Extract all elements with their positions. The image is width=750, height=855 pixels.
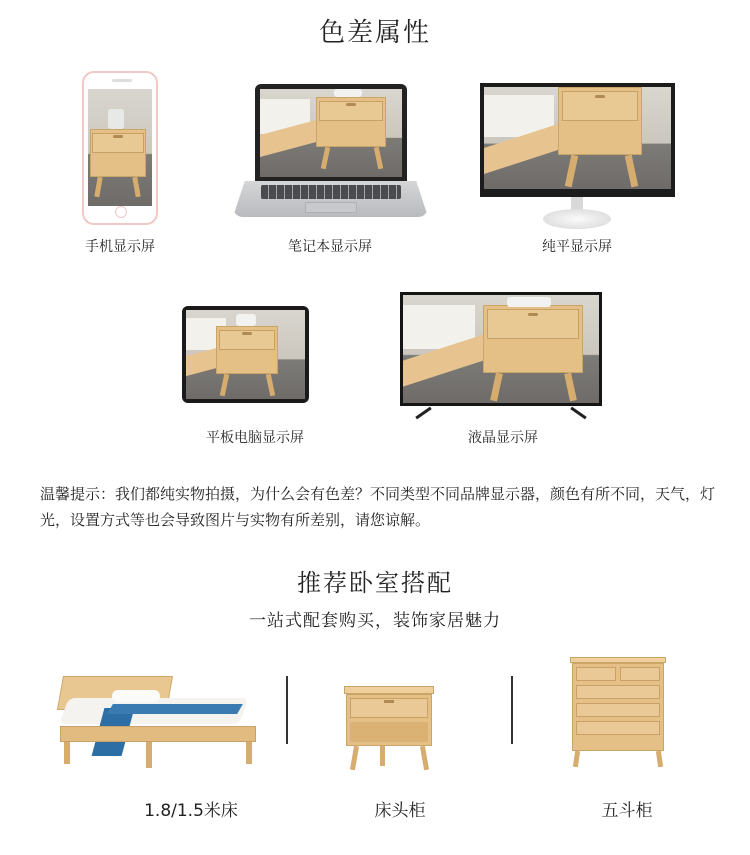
- bed-blanket-top-image: [107, 704, 243, 714]
- phone-camera: [112, 79, 132, 82]
- phone-display-image: [82, 71, 158, 225]
- section-title-color-difference: 色差属性: [318, 18, 431, 48]
- nightstand-top-image: [344, 686, 434, 694]
- knob-image: [113, 135, 123, 138]
- product-divider-2: [511, 676, 513, 744]
- monitor-stand: [543, 209, 611, 229]
- chest-drawer-image: [576, 721, 660, 735]
- nightstand-leg-image: [380, 746, 385, 766]
- device-label-tablet: 平板电脑显示屏: [206, 430, 304, 446]
- phone-home-button: [115, 206, 127, 218]
- laptop-display-image: [255, 84, 407, 181]
- leg-image: [132, 177, 140, 198]
- knob-image: [528, 313, 538, 316]
- phone-screen-scene: [88, 89, 152, 206]
- chest-drawer-image: [576, 703, 660, 717]
- warm-tip-notice: 温馨提示：我们都纯实物拍摄，为什么会有色差？不同类型不同品牌显示器，颜色有所不同，天气，灯光，设置方式等也会导致图片与实物有所差别，请您谅解。: [40, 485, 716, 529]
- laptop-touchpad: [305, 202, 357, 213]
- laptop-screen-scene: [260, 89, 402, 177]
- chest-drawer-image: [576, 667, 616, 681]
- bed-pillow-image: [112, 690, 160, 702]
- monitor-screen-scene: [484, 87, 671, 189]
- chest-leg-image: [573, 751, 580, 768]
- leg-image: [220, 374, 229, 397]
- device-label-monitor: 纯平显示屏: [542, 239, 612, 255]
- bed-leg-image: [146, 742, 152, 768]
- leg-image: [94, 177, 102, 198]
- leg-image: [321, 147, 330, 170]
- chest-of-drawers-product-image[interactable]: [570, 657, 668, 767]
- product-label-nightstand: 床头柜: [374, 801, 426, 821]
- laptop-keyboard: [261, 185, 401, 199]
- flower-vase-image: [334, 89, 362, 97]
- nightstand-leg-image: [350, 746, 359, 771]
- tv-foot-right: [570, 407, 586, 420]
- leg-image: [564, 373, 577, 402]
- tablet-display-image: [182, 306, 309, 403]
- tablet-screen-scene: [186, 310, 305, 399]
- product-label-bed: 1.8/1.5米床: [144, 801, 238, 821]
- tv-display-image: [400, 292, 602, 406]
- leg-image: [490, 373, 503, 402]
- chest-leg-image: [656, 751, 663, 768]
- section-subtitle: 一站式配套购买，装饰家居魅力: [249, 611, 501, 631]
- nightstand-knob-image: [384, 700, 394, 703]
- leg-image: [565, 155, 579, 188]
- device-label-laptop: 笔记本显示屏: [288, 239, 372, 255]
- tv-foot-left: [415, 407, 431, 420]
- nightstand-product-image[interactable]: [344, 686, 436, 772]
- bed-leg-image: [246, 742, 252, 764]
- product-divider-1: [286, 676, 288, 744]
- section-title-bedroom-match: 推荐卧室搭配: [297, 569, 453, 597]
- knob-image: [595, 95, 605, 98]
- leg-image: [625, 155, 639, 188]
- nightstand-leg-image: [420, 746, 429, 771]
- product-label-chest: 五斗柜: [601, 801, 653, 821]
- tv-screen-scene: [403, 295, 599, 403]
- leg-image: [266, 374, 275, 397]
- laptop-keyboard-base: [233, 181, 428, 217]
- tissue-box-image: [507, 297, 551, 307]
- bed-product-image[interactable]: [50, 672, 260, 772]
- flower-vase-image: [108, 109, 124, 129]
- bed-frame-side-image: [60, 726, 256, 742]
- chest-drawer-image: [576, 685, 660, 699]
- knob-image: [346, 103, 356, 106]
- monitor-display-image: [480, 83, 675, 197]
- bed-leg-image: [64, 742, 70, 764]
- leg-image: [374, 147, 383, 170]
- nightstand-shelf-image: [350, 722, 428, 742]
- device-label-tv: 液晶显示屏: [468, 430, 538, 446]
- knob-image: [242, 332, 252, 335]
- chest-drawer-image: [620, 667, 660, 681]
- flower-vase-image: [236, 314, 256, 326]
- device-label-phone: 手机显示屏: [85, 239, 155, 255]
